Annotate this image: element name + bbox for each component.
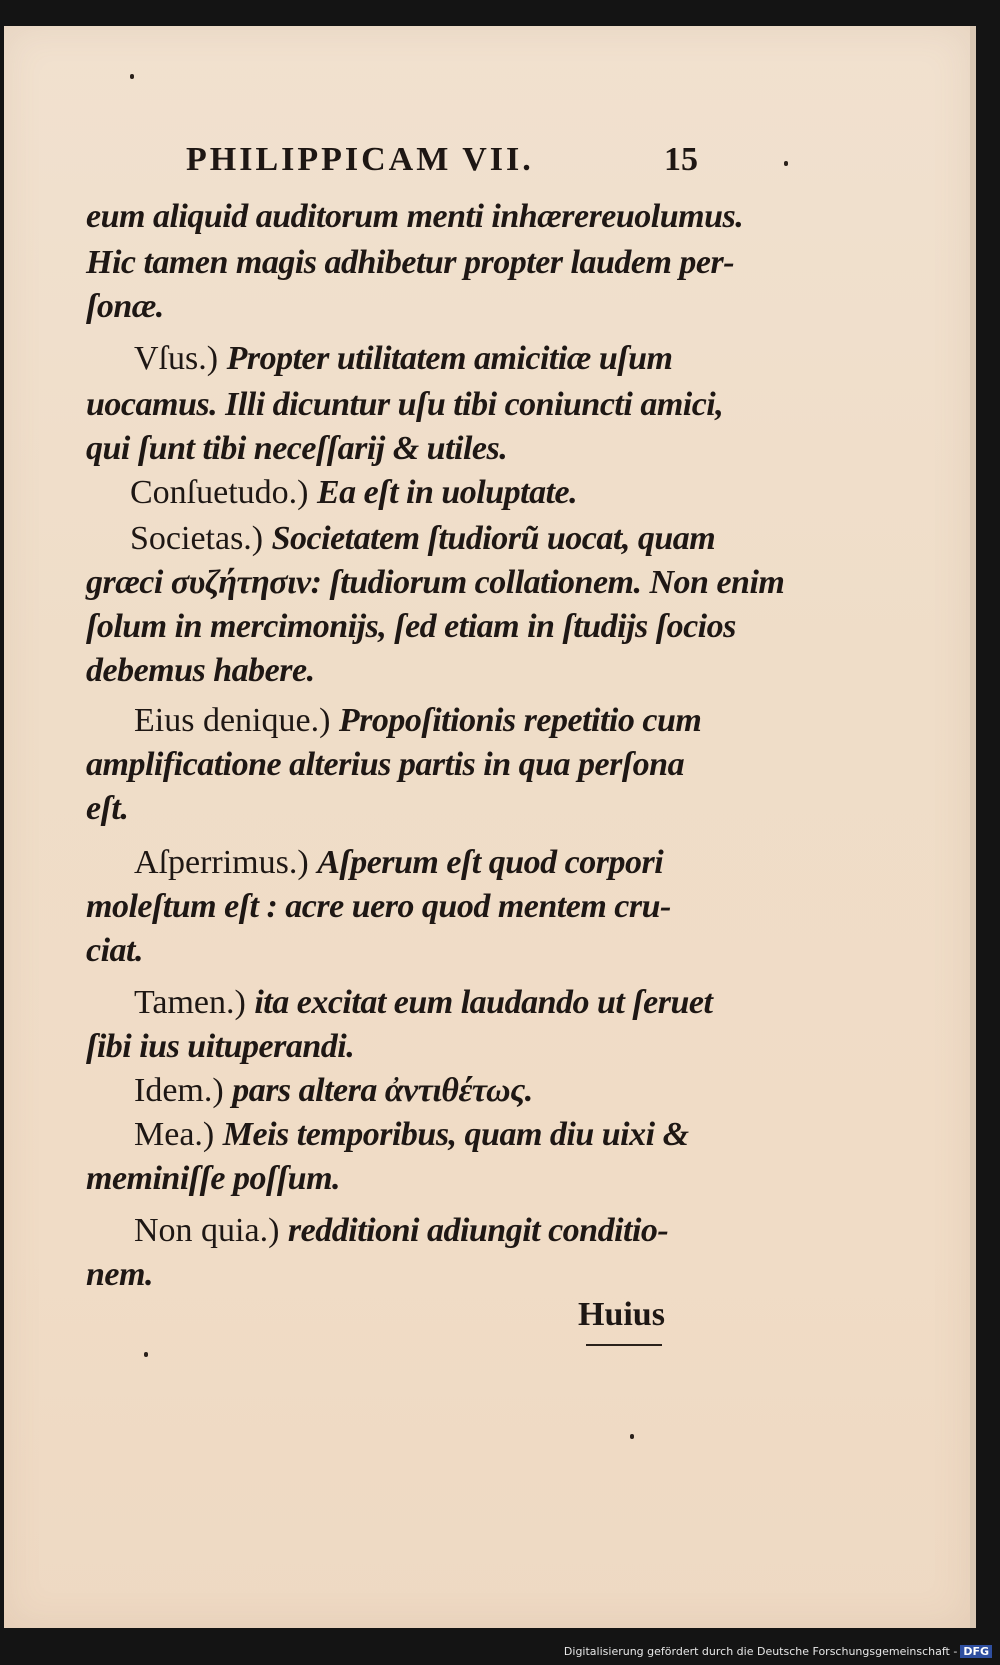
catchword-underline (586, 1344, 662, 1346)
lemma: Non quia.) (134, 1212, 288, 1249)
text-line (4, 340, 672, 378)
text-line (4, 932, 143, 970)
commentary-text: eum aliquid auditorum menti inhærereuolumus. (86, 198, 744, 235)
commentary-text: Propoſitionis repetitio cum (338, 702, 702, 739)
credit-text: Digitalisierung gefördert durch die Deutsche Forschungsgemeinschaft - (563, 1645, 958, 1658)
commentary-text: græci συζήτησιν: ſtudiorum collationem. Non enim (86, 564, 785, 601)
text-line (4, 198, 743, 236)
commentary-text: Hic tamen magis adhibetur propter laudem per- (86, 244, 735, 281)
commentary-text: pars altera ἀντιθέτως. (232, 1072, 533, 1109)
commentary-text: ſolum in mercimonijs, ſed etiam in ſtudijs ſocios (86, 608, 736, 645)
specks (130, 74, 134, 79)
catchword: Huius (578, 1296, 665, 1333)
text-line (4, 1072, 533, 1110)
lemma: Idem.) (134, 1072, 233, 1109)
text-line (4, 1160, 340, 1198)
commentary-text: Aſperum eſt quod corpori (317, 844, 664, 881)
text-line (4, 1028, 354, 1066)
commentary-text: Meis temporibus, quam diu uixi & (222, 1116, 689, 1153)
text-line (4, 702, 701, 740)
lemma: Eius denique.) (134, 702, 339, 739)
text-line (4, 790, 128, 828)
commentary-text: amplificatione alterius partis in qua perſona (86, 746, 685, 783)
lemma: Societas.) (130, 520, 272, 557)
text-line (4, 746, 684, 784)
digitization-credit (564, 1645, 992, 1658)
text-line (4, 564, 784, 602)
lemma: Vſus.) (134, 340, 227, 377)
text-line (4, 430, 507, 468)
lemma: Mea.) (134, 1116, 223, 1153)
text-line (4, 844, 663, 882)
text-line (4, 520, 715, 558)
text-line (4, 386, 723, 424)
commentary-text: eſt. (86, 790, 129, 827)
text-line (4, 984, 712, 1022)
commentary-text: qui ſunt tibi neceſſarij & utiles. (86, 430, 508, 467)
text-line (4, 474, 577, 512)
commentary-text: Propter utilitatem amicitiæ uſum (226, 340, 673, 377)
text-line (4, 244, 734, 282)
commentary-text: meminiſſe poſſum. (86, 1160, 341, 1197)
book-page (4, 26, 976, 1628)
commentary-text: nem. (86, 1256, 153, 1293)
commentary-text: Societatem ſtudiorũ uocat, quam (271, 520, 716, 557)
commentary-text: Ea eſt in uoluptate. (316, 474, 578, 511)
commentary-text: ſonæ. (86, 288, 164, 325)
text-line (4, 652, 315, 690)
commentary-text: debemus habere. (86, 652, 315, 689)
commentary-text: ſibi ius uituperandi. (86, 1028, 355, 1065)
lemma: Conſuetudo.) (130, 474, 317, 511)
text-line (4, 888, 671, 926)
lemma: Aſperrimus.) (134, 844, 318, 881)
page-number: 15 (664, 141, 698, 178)
text-line (4, 608, 736, 646)
dfg-logo: DFG (960, 1645, 992, 1658)
text-line (4, 1256, 153, 1294)
commentary-text: ciat. (86, 932, 143, 969)
lemma: Tamen.) (134, 984, 255, 1021)
text-line (4, 1212, 668, 1250)
text-line (4, 288, 164, 326)
commentary-text: redditioni adiungit conditio- (287, 1212, 669, 1249)
text-line (4, 1116, 689, 1154)
commentary-text: moleſtum eſt : acre uero quod mentem cru- (86, 888, 671, 925)
running-head: PHILIPPICAM VII. (186, 141, 534, 178)
commentary-text: uocamus. Illi dicuntur uſu tibi coniuncti amici, (86, 386, 724, 423)
commentary-text: ita excitat eum laudando ut ſeruet (254, 984, 713, 1021)
